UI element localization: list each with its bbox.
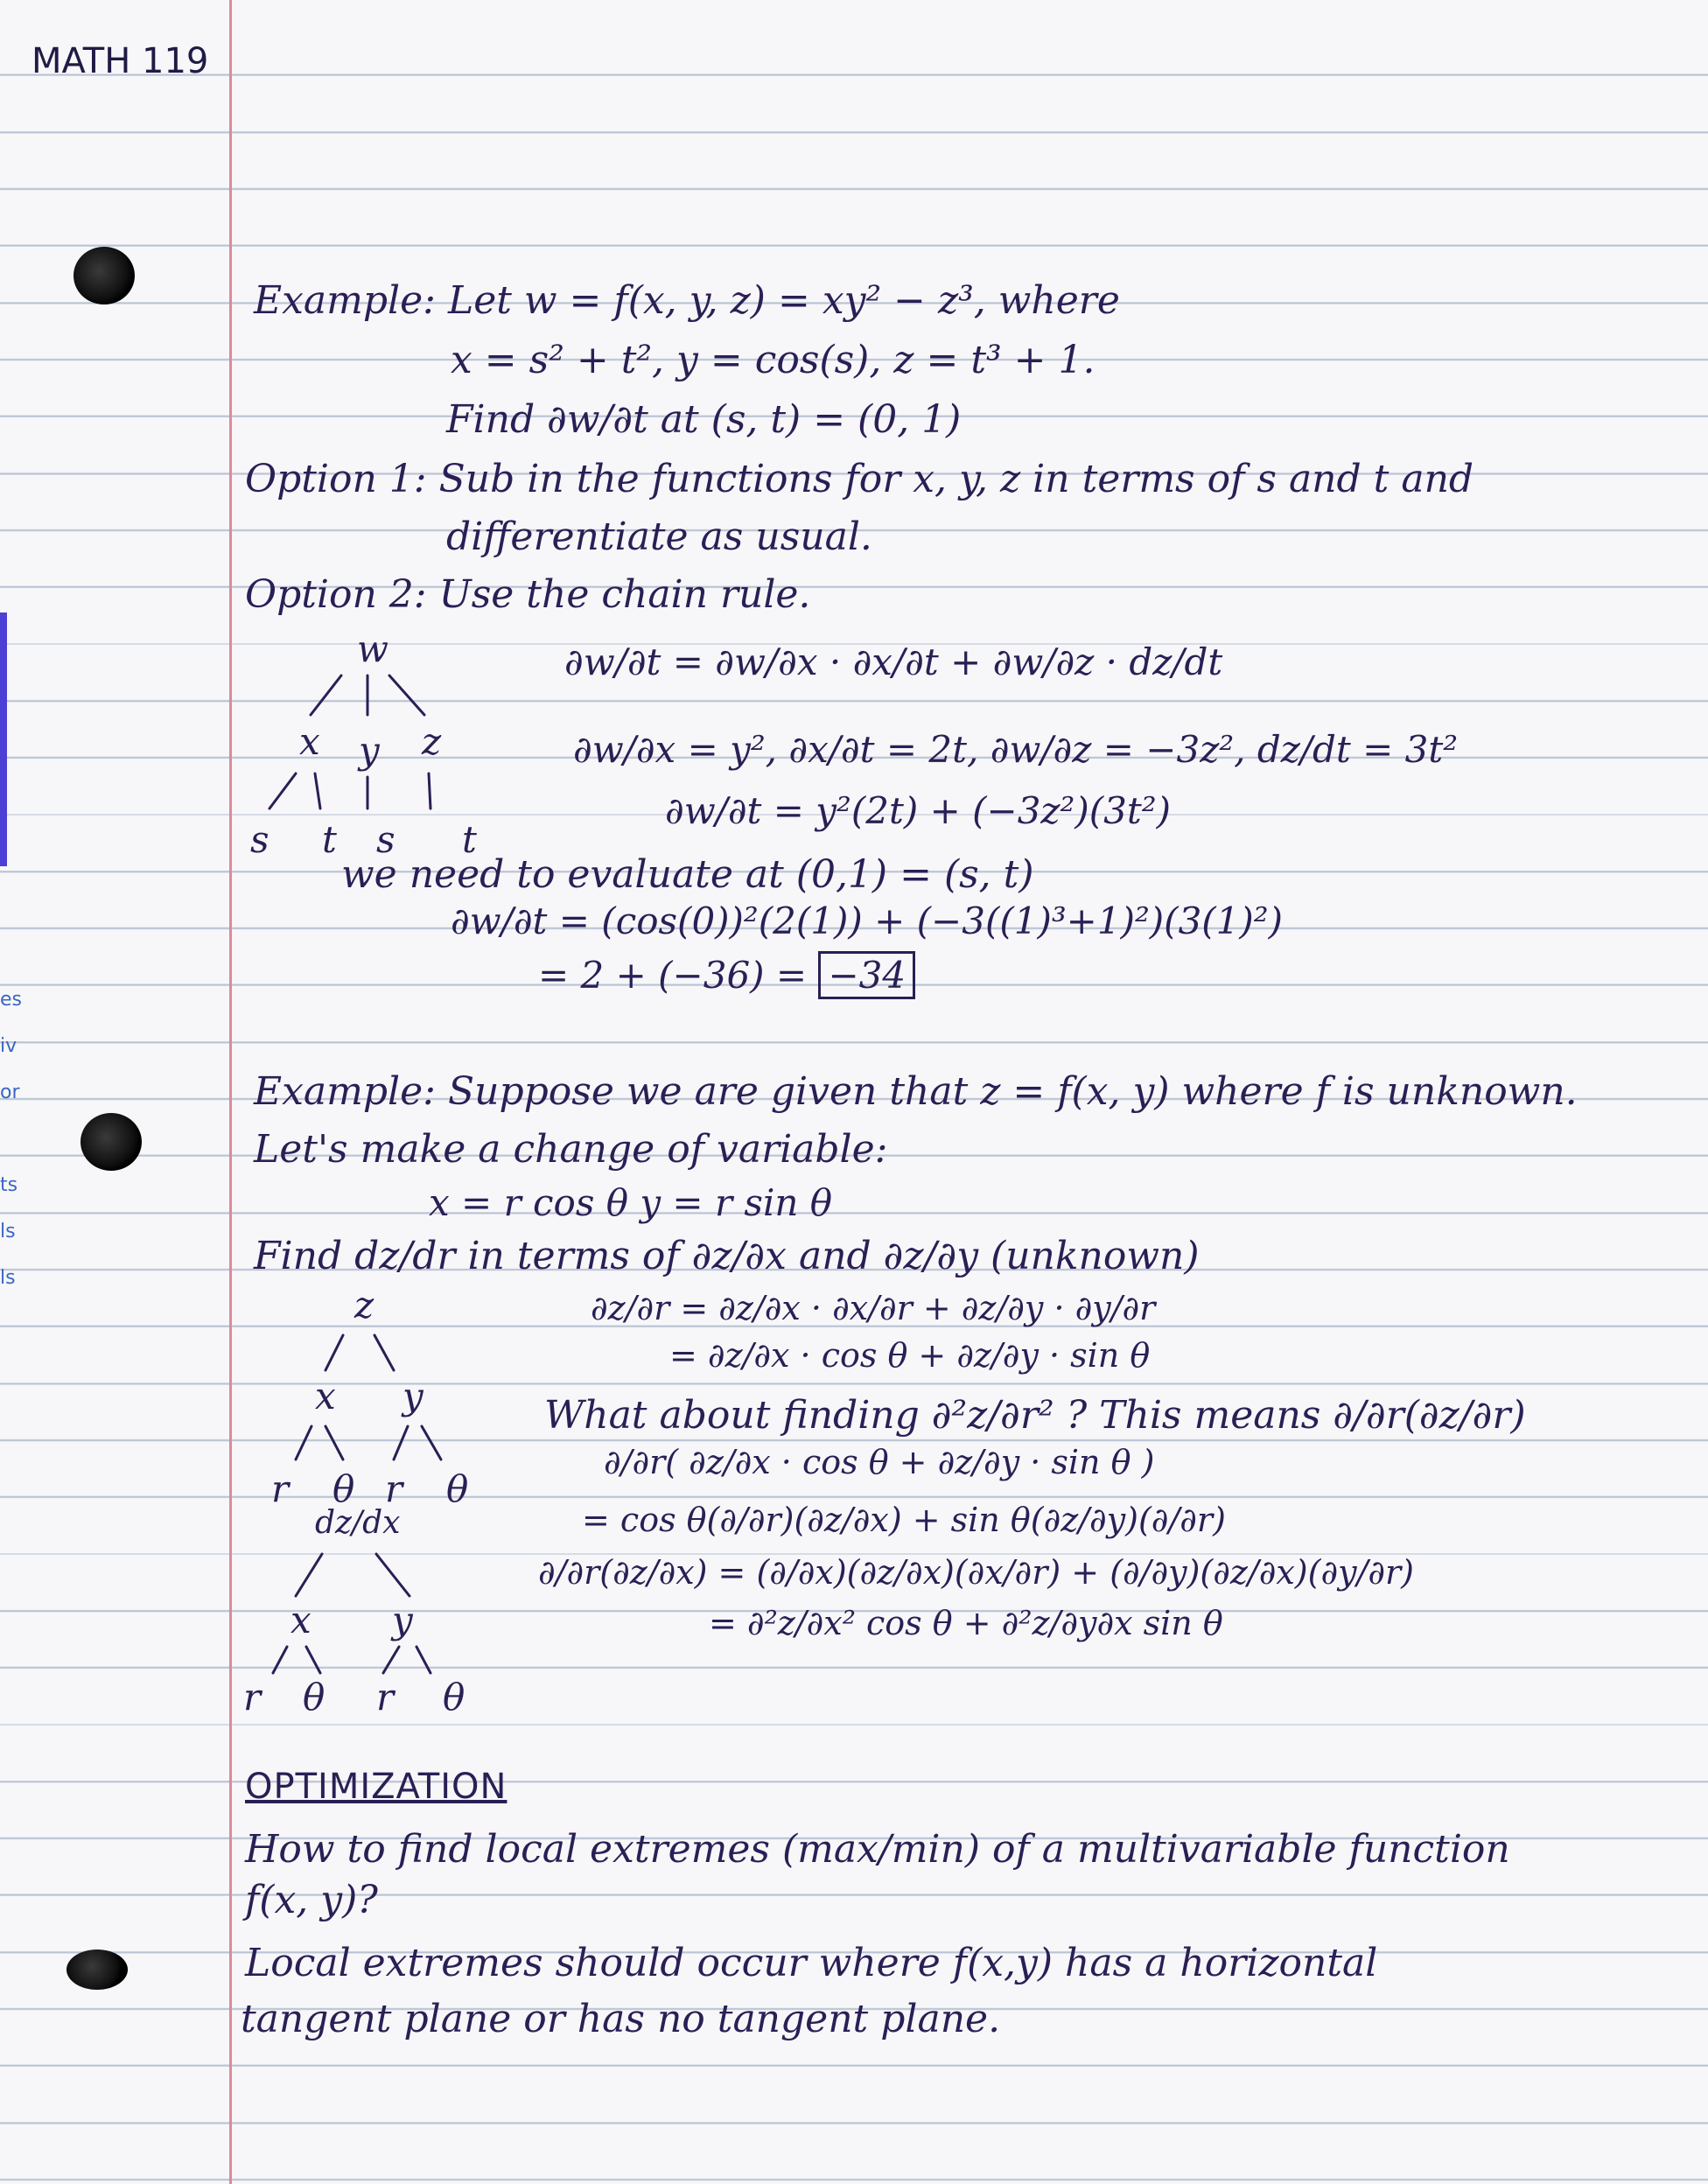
optimization-line4: tangent plane or has no tangent plane. <box>241 1997 1001 2041</box>
substitution: x = r cos θ y = r sin θ <box>429 1181 833 1224</box>
tree2-leaf-theta2: θ <box>443 1676 466 1718</box>
dependency-tree-dzdx <box>236 1502 499 1720</box>
evaluate-expression: ∂w/∂t = (cos(0))²(2(1)) + (−3((1)³+1)²)(3(1)²) <box>451 900 1284 942</box>
dependency-tree-z <box>262 1286 490 1514</box>
tree-mid-z: z <box>422 720 442 763</box>
step2-result: = ∂z/∂x · cos θ + ∂z/∂y · sin θ <box>669 1336 1151 1375</box>
bleed-text-1: es <box>0 989 22 1011</box>
combined-expression: ∂w/∂t = y²(2t) + (−3z²)(3t²) <box>665 789 1171 832</box>
step3-expression: ∂/∂r( ∂z/∂x · cos θ + ∂z/∂y · sin θ ) <box>604 1443 1155 1481</box>
tree-mid-x: x <box>299 720 320 763</box>
tree1-root-z: z <box>354 1286 374 1326</box>
tree1-leaf-theta2: θ <box>446 1467 469 1510</box>
optimization-line3: Local extremes should occur where f(x,y) has a horizontal <box>245 1941 1378 1985</box>
result-boxed: −34 <box>818 951 915 999</box>
optimization-line1: How to find local extremes (max/min) of a multivariable function <box>245 1827 1510 1872</box>
tree-leaf-s2: s <box>376 818 396 861</box>
margin-line <box>229 0 232 2184</box>
dependency-tree-w <box>245 623 525 886</box>
tree2-leaf-r2: r <box>376 1676 395 1718</box>
example2-line1: Example: Suppose we are given that z = f(x, y) where f is unknown. <box>254 1069 1578 1114</box>
option1-line2: differentiate as usual. <box>446 514 872 559</box>
punch-hole-bottom <box>66 1950 128 1990</box>
evaluate-note: we need to evaluate at (0,1) = (s, t) <box>341 852 1034 897</box>
bleed-text-2: iv <box>0 1035 18 1057</box>
optimization-line2: f(x, y)? <box>245 1878 378 1922</box>
step1-chain: ∂z/∂r = ∂z/∂x · ∂x/∂r + ∂z/∂y · ∂y/∂r <box>591 1289 1156 1327</box>
punch-hole-top <box>74 247 135 304</box>
tree2-leaf-theta1: θ <box>303 1676 326 1718</box>
binding-edge-strip <box>0 612 7 866</box>
tree1-leaf-r2: r <box>385 1467 403 1510</box>
example1-line1: Example: Let w = f(x, y, z) = xy² − z³, where <box>254 278 1120 323</box>
tree2-root-dzdx: dz/dx <box>315 1505 401 1541</box>
step4-expression: = cos θ(∂/∂r)(∂z/∂x) + sin θ(∂z/∂y)(∂/∂r) <box>582 1501 1226 1539</box>
tree-leaf-s1: s <box>250 818 270 861</box>
tree1-leaf-r1: r <box>271 1467 290 1510</box>
tree1-mid-x: x <box>315 1375 336 1418</box>
tree2-mid-y: y <box>392 1599 413 1642</box>
tree-root-w: w <box>357 627 388 670</box>
optimization-heading: OPTIMIZATION <box>245 1767 508 1807</box>
tree2-mid-x: x <box>290 1599 312 1642</box>
option2-line: Option 2: Use the chain rule. <box>245 572 811 617</box>
result-prefix: = 2 + (−36) = <box>538 954 808 997</box>
bleed-text-4: ts <box>0 1174 18 1196</box>
partial-derivatives: ∂w/∂x = y², ∂x/∂t = 2t, ∂w/∂z = −3z², dz/dt = 3t² <box>573 728 1459 771</box>
tree-leaf-t1: t <box>322 818 337 861</box>
step5-expression: ∂/∂r(∂z/∂x) = (∂/∂x)(∂z/∂x)(∂x/∂r) + (∂/∂y)(∂z/∂x)(∂y/∂r) <box>538 1553 1415 1592</box>
tree-mid-y: y <box>359 729 380 772</box>
option1-line1: Option 1: Sub in the functions for x, y, z in terms of s and t and <box>245 457 1474 501</box>
second-derivative-question: What about finding ∂²z/∂r² ? This means ∂/∂r(∂z/∂r) <box>544 1393 1526 1438</box>
example1-line3: Find ∂w/∂t at (s, t) = (0, 1) <box>446 397 962 442</box>
bleed-text-6: ls <box>0 1267 16 1289</box>
bleed-text-3: or <box>0 1082 20 1103</box>
find-line: Find dz/dr in terms of ∂z/∂x and ∂z/∂y (unknown) <box>254 1234 1200 1278</box>
step6-expression: = ∂²z/∂x² cos θ + ∂²z/∂y∂x sin θ <box>709 1604 1223 1642</box>
example1-line2: x = s² + t², y = cos(s), z = t³ + 1. <box>451 338 1096 382</box>
tree2-leaf-r1: r <box>243 1676 262 1718</box>
chain-rule-equation: ∂w/∂t = ∂w/∂x · ∂x/∂t + ∂w/∂z · dz/dt <box>564 640 1223 683</box>
bleed-text-5: ls <box>0 1221 16 1242</box>
result-line <box>538 954 915 997</box>
punch-hole-middle <box>80 1113 142 1171</box>
tree1-leaf-theta1: θ <box>332 1467 355 1510</box>
tree1-mid-y: y <box>402 1375 424 1418</box>
tree-leaf-t2: t <box>462 818 477 861</box>
example2-line2: Let's make a change of variable: <box>254 1127 888 1172</box>
course-header: MATH 119 <box>32 41 209 81</box>
